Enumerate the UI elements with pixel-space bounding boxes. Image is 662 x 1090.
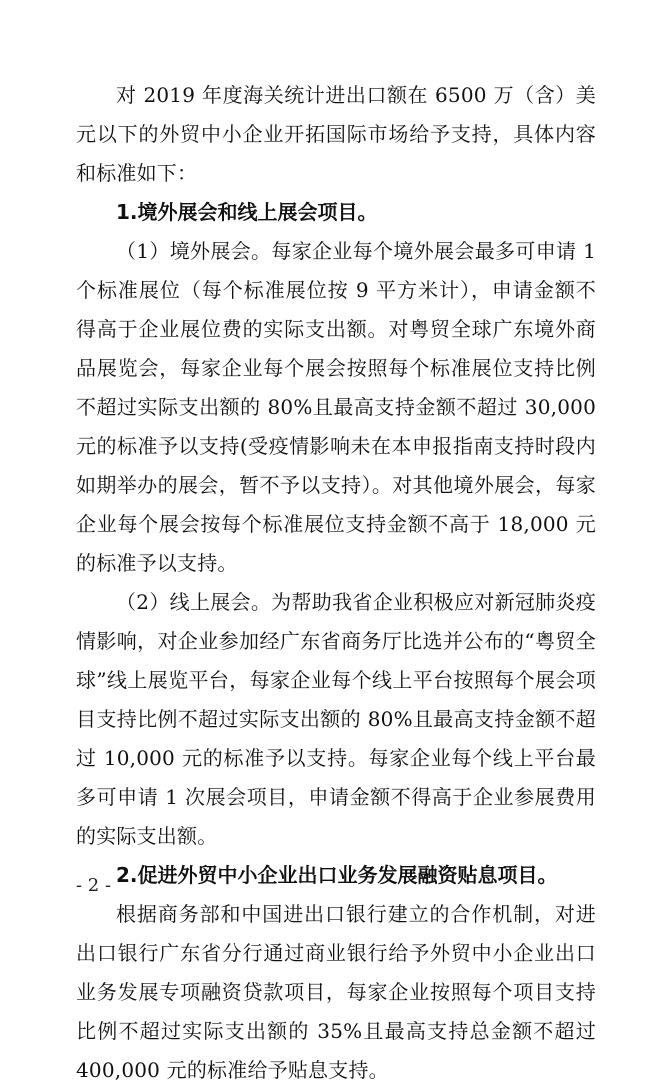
page-number: - 2 - bbox=[76, 875, 112, 896]
document-body bbox=[76, 76, 596, 1090]
section-1-heading: 1.境外展会和线上展会项目。 bbox=[116, 200, 378, 224]
section-1-item-2: （2）线上展会。为帮助我省企业积极应对新冠肺炎疫情影响，对企业参加经广东省商务厅比选并公布的“粤贸全球”线上展览平台，每家企业每个线上平台按照每个展会项目支持比例不超过实际支出额的 80%且最高支持金额不超过 10,000 元的标准予以支持。每家企业每个线上平台最多可申请 1 次展会项目，申请金额不得高于企业参展费用的实际支出额。 bbox=[76, 590, 596, 848]
section-2-body: 根据商务部和中国进出口银行建立的合作机制，对进出口银行广东省分行通过商业银行给予外贸中小企业出口业务发展专项融资贷款项目，每家企业按照每个项目支持比例不超过实际支出额的 35%且最高支持总金额不超过 400,000 元的标准给予贴息支持。 bbox=[76, 902, 596, 1082]
section-2-heading: 2.促进外贸中小企业出口业务发展融资贴息项目。 bbox=[116, 863, 558, 887]
section-1-item-1: （1）境外展会。每家企业每个境外展会最多可申请 1 个标准展位（每个标准展位按 9 平方米计），申请金额不得高于企业展位费的实际支出额。对粤贸全球广东境外商品展览会，每家企业每个展会按照每个标准展位支持比例不超过实际支出额的 80%且最高支持金额不超过 30,000 元的标准予以支持(受疫情影响未在本申报指南支持时段内如期举办的展会，暂不予以支持）。对其他境外展会，每家企业每个展会按每个标准展位支持金额不高于 18,000 元的标准予以支持。 bbox=[76, 239, 596, 575]
intro-paragraph: 对 2019 年度海关统计进出口额在 6500 万（含）美元以下的外贸中小企业开拓国际市场给予支持，具体内容和标准如下： bbox=[76, 83, 596, 185]
